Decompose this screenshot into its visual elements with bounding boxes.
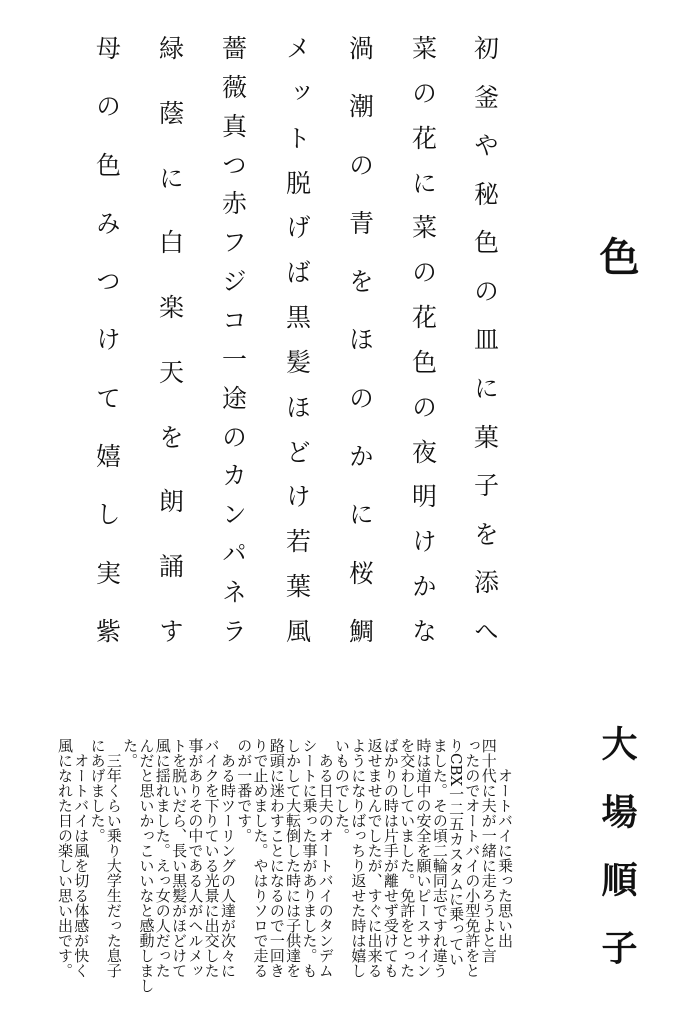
character: ど [282,438,312,464]
character: 白 [155,229,185,255]
character: 色 [408,348,438,374]
character: 色 [92,151,122,177]
character: カ [218,462,248,488]
essay-line: んだと思いかっこいいなと感動しまし [137,738,156,993]
character: コ [218,307,248,333]
character: て [92,384,122,410]
character: 青 [345,209,375,235]
essay-line: を交わしていました。免許をとった [398,738,417,978]
essay-line: オートバイは風を切る体感が快く [72,738,91,978]
character: 蔭 [155,99,185,125]
character: 真 [218,112,248,138]
character: 黒 [282,304,312,330]
haiku-line [408,35,438,643]
essay-line: バイクを下りている光景に出交した [202,738,221,978]
character: 嬉 [92,443,122,469]
character: つ [218,151,248,177]
character: 釜 [470,83,500,109]
character: に [345,501,375,527]
character: 夜 [408,438,438,464]
character: 大 [596,725,638,761]
character: ラ [218,617,248,643]
character: ッ [282,79,312,105]
essay-line: 風に揺れました。えっ女の人だった [153,738,172,978]
haiku-line [155,35,185,643]
character: に [408,169,438,195]
character: メ [282,35,312,60]
character: の [408,393,438,419]
character: 潮 [345,93,375,119]
character: 菜 [408,214,438,240]
character: を [470,520,500,546]
character: 風 [282,617,312,643]
character: 秘 [470,180,500,206]
character: に [470,375,500,401]
page-title: 色 [593,236,640,276]
character: し [92,501,122,527]
essay-line: ました。その頃二輪同志ですれ違う [430,738,449,978]
character: の [408,79,438,105]
character: 皿 [470,326,500,352]
character: 朗 [155,488,185,514]
essay-line: た。 [121,738,140,768]
character: を [155,423,185,449]
character: に [155,164,185,190]
essay-line: 風になれた日の楽しい思い出です。 [55,738,74,978]
character: 桜 [345,559,375,585]
author-name [596,725,638,965]
character: の [218,423,248,449]
essay-line: ある日夫のオートバイのタンデム [316,738,335,978]
character: 天 [155,358,185,384]
character: 実 [92,559,122,585]
essay-line: 四十代に夫が一緒に走ろうよと言 [479,738,498,963]
character: 菓 [470,423,500,449]
character: か [408,573,438,599]
essay-line: ある時ツーリングの人達が次々に [218,738,237,978]
character: の [470,277,500,303]
character: 子 [470,472,500,498]
character: つ [92,268,122,294]
character: 紫 [92,617,122,643]
character: ト [282,124,312,150]
essay-line: 時は道中の安全を願いピースサイン [414,738,433,978]
character: 楽 [155,294,185,320]
essay-line: りで止めました。やはりソロで走る [251,738,270,978]
essay-line: 返せませんでしたが、すぐに出来る [365,738,384,978]
character: 渦 [345,35,375,60]
character: 鯛 [345,617,375,643]
character: ネ [218,579,248,605]
character: 脱 [282,169,312,195]
character: ほ [282,393,312,419]
character: 明 [408,483,438,509]
character: へ [470,617,500,643]
character: を [345,268,375,294]
character: ば [282,259,312,285]
essay-line: りCBX一二五カスタムに乗ってい [447,738,466,967]
character: 添 [470,569,500,595]
character: 初 [470,35,500,60]
essay-line: ようになりばっちり返せた時は嬉し [349,738,368,978]
character: の [345,384,375,410]
essay-line: 三年くらい乗り大学生だった息子 [104,738,123,978]
character: 薔 [218,35,248,60]
character: 子 [596,929,638,965]
essay-line: いものでした。 [333,738,352,843]
character: 髪 [282,348,312,374]
essay-line: 路頭に迷わすことになるので一回き [267,738,286,978]
essay-line: にあげました。 [88,738,107,843]
essay-line: のが一番です。 [235,738,254,843]
character: 薇 [218,73,248,99]
essay-line: シートに乗った事がありました。も [300,738,319,978]
character: 菜 [408,35,438,60]
character: 赤 [218,190,248,216]
character: の [408,259,438,285]
haiku-line [345,35,375,643]
essay-line: しかして大転倒した時には子供達を [284,738,303,978]
haiku-line [218,35,248,643]
character: ジ [218,268,248,294]
character: 緑 [155,35,185,60]
essay-line: オートバイに乗った思い出 [496,738,514,948]
character: す [155,617,185,643]
character: 一 [218,345,248,371]
essay-line: 事がありその中である人がヘルメッ [186,738,205,978]
character: け [92,326,122,352]
essay-line: トを脱いだら、長い黒髪がほどけて [170,738,189,978]
character: フ [218,229,248,255]
character: 花 [408,124,438,150]
character: 誦 [155,553,185,579]
character: の [92,93,122,119]
essay [57,738,513,1000]
essay-line: ばかりの時は片手が離せず受けても [381,738,400,978]
character: な [408,617,438,643]
character: け [408,528,438,554]
character: 若 [282,528,312,554]
character: パ [218,540,248,566]
character: け [282,483,312,509]
character: ン [218,501,248,527]
character: 途 [218,384,248,410]
character: や [470,132,500,158]
character: 場 [596,793,638,829]
haiku-line [470,35,500,643]
character: 葉 [282,573,312,599]
essay-line: ったのでオートバイの小型免許をと [463,738,482,978]
haiku-line [92,35,122,643]
character: か [345,443,375,469]
character: の [345,151,375,177]
character: げ [282,214,312,240]
character: 花 [408,304,438,330]
character: 色 [470,229,500,255]
haiku-line [282,35,312,643]
character: 順 [596,861,638,897]
character: み [92,209,122,235]
character: ほ [345,326,375,352]
character: 母 [92,35,122,60]
